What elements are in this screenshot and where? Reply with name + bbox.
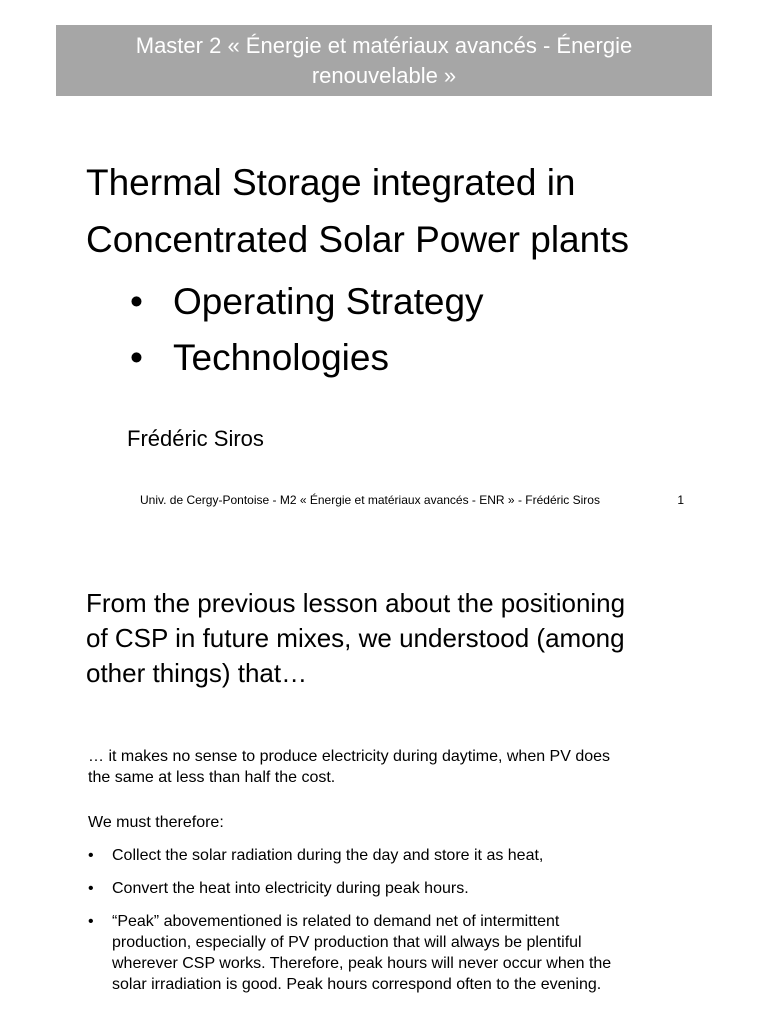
list-item — [88, 878, 708, 899]
point-line: production, especially of PV production that will always be plentiful — [112, 934, 582, 951]
point-text — [112, 911, 708, 995]
intro-line-1: … it makes no sense to produce electricity during daytime, when PV does — [88, 748, 611, 765]
topic-label: Operating Strategy — [173, 281, 484, 322]
bullet-icon: • — [130, 337, 143, 378]
slide-title-line-1: Thermal Storage integrated in — [86, 162, 576, 203]
point-text — [112, 845, 708, 866]
point-text — [112, 878, 708, 899]
lead-line-3: other things) that… — [86, 658, 308, 688]
slide2-lead — [86, 586, 726, 691]
header-banner — [56, 25, 712, 96]
intro-line-2: the same at less than half the cost. — [88, 769, 336, 786]
slide-footer — [140, 491, 684, 509]
bullet-icon: • — [88, 880, 94, 897]
list-item — [88, 845, 708, 866]
bullet-icon: • — [88, 913, 94, 930]
bullet-icon: • — [88, 847, 94, 864]
topic-list — [130, 274, 484, 386]
slide-title-line-2: Concentrated Solar Power plants — [86, 219, 629, 260]
point-line: Convert the heat into electricity during peak hours. — [112, 880, 469, 897]
list-item — [88, 911, 708, 995]
point-line: wherever CSP works. Therefore, peak hours will never occur when the — [112, 955, 612, 972]
lead-line-2: of CSP in future mixes, we understood (among — [86, 623, 625, 653]
point-line: “Peak” abovementioned is related to demand net of intermittent — [112, 913, 560, 930]
point-line: solar irradiation is good. Peak hours correspond often to the evening. — [112, 976, 602, 993]
header-line-1: Master 2 « Énergie et matériaux avancés - Énergie — [135, 32, 633, 58]
page-number: 1 — [677, 493, 684, 507]
slide-title — [86, 154, 726, 268]
topic-item — [130, 330, 484, 386]
lead-line-1: From the previous lesson about the positioning — [86, 588, 626, 618]
intro-paragraph — [88, 746, 708, 788]
therefore-label: We must therefore: — [88, 814, 224, 831]
author-name: Frédéric Siros — [127, 426, 264, 451]
action-points — [88, 845, 708, 1007]
topic-label: Technologies — [173, 337, 389, 378]
footer-text: Univ. de Cergy-Pontoise - M2 « Énergie et matériaux avancés - ENR » - Frédéric Siros — [140, 493, 600, 507]
topic-item — [130, 274, 484, 330]
bullet-icon: • — [130, 281, 143, 322]
header-line-2: renouvelable » — [311, 62, 457, 88]
point-line: Collect the solar radiation during the day and store it as heat, — [112, 847, 544, 864]
